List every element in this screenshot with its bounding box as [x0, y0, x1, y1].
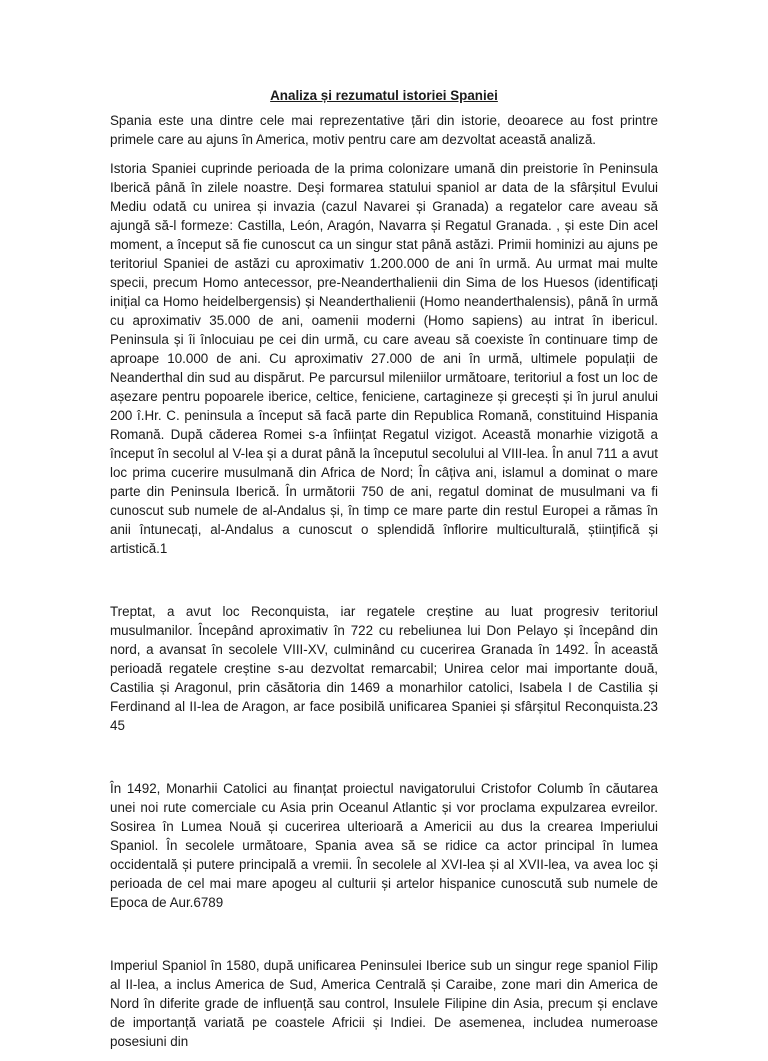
paragraph-intro: Spania este una dintre cele mai reprezentative țări din istorie, deoarece au fost printre primele care au ajuns în America, motiv pentru care am dezvoltat această analiză.	[110, 113, 658, 147]
document-title: Analiza și rezumatul istoriei Spaniei	[270, 88, 498, 103]
paragraph-empire: Imperiul Spaniol în 1580, după unificarea Peninsulei Iberice sub un singur rege spaniol Filip al II-lea, a inclus America de Sud, America Centrală și Caraibe, zone mari din America de Nord în diferite grade de influență sau control, Insulele Filipine din Asia, precum și enclave de importanță variată pe coastele Africii și Indiei. De asemenea, includea numeroase posesiuni din	[110, 958, 658, 1049]
document-body	[110, 86, 658, 1061]
paragraph-reconquista: Treptat, a avut loc Reconquista, iar regatele creștine au luat progresiv teritoriul musulmanilor. Începând aproximativ în 722 cu rebeliunea lui Don Pelayo și începând din nord, a avansat în secolele VIII-XV, culminând cu cucerirea Granada în 1492. În această perioadă regatele creștine s-au dezvoltat remarcabil; Unirea celor mai importante două, Castilia și Aragonul, prin căsătoria din 1469 a monarhilor catolici, Isabela I de Castilia și Ferdinand al II-lea de Aragon, ar face posibilă unificarea Spaniei și sfârșitul Reconquista.23 45	[110, 604, 658, 733]
paragraph-history: Istoria Spaniei cuprinde perioada de la prima colonizare umană din preistorie în Peninsula Iberică până în zilele noastre. Deși formarea statului spaniol ar data de la sfârșitul Evului Mediu odată cu unirea și invazia (cazul Navarei și Granada) a regatelor care aveau să ajungă să-l formeze: Castilla, León, Aragón, Navarra și Regatul Granada. , și este Din acel moment, a început să fie cunoscut ca un singur stat până astăzi. Primii hominizi au ajuns pe teritoriul Spaniei de astăzi cu aproximativ 1.200.000 de ani în urmă. Au urmat mai multe specii, precum Homo antecessor, pre-Neanderthalienii din Sima de los Huesos (identificați inițial ca Homo heidelbergensis) și Neanderthalienii (Homo neanderthalensis), până în urmă cu aproximativ 35.000 de ani, oamenii moderni (Homo sapiens) au intrat în ibericul. Peninsula și îi înlocuiau pe cei din urmă, cu care aveau să coexiste în continuare timp de aproape 10.000 de ani. Cu aproximativ 27.000 de ani în urmă, ultimele populații de Neanderthal din sud au dispărut. Pe parcursul mileniilor următoare, teritoriul a fost un loc de așezare pentru popoarele iberice, celtice, feniciene, cartagineze și grecești și în jurul anului 200 î.Hr. C. peninsula a început să facă parte din Republica Romană, constituind Hispania Romană. După căderea Romei s-a înființat Regatul vizigot. Această monarhie vizigotă a început în secolul al V-lea și a durat până la începutul secolului al VIII-lea. În anul 711 a avut loc prima cucerire musulmană din Africa de Nord; În câțiva ani, islamul a dominat o mare parte din Peninsula Iberică. În următorii 750 de ani, regatul dominat de musulmani va fi cunoscut sub numele de al-Andalus și, în timp ce mare parte din restul Europei a rămas în anii întunecați, al-Andalus a cunoscut o splendidă înflorire multiculturală, științifică și artistică.1	[110, 161, 658, 556]
paragraph-columbus: În 1492, Monarhii Catolici au finanțat proiectul navigatorului Cristofor Columb în căutarea unei noi rute comerciale cu Asia prin Oceanul Atlantic și vor proclama expulzarea evreilor. Sosirea în Lumea Nouă și cucerirea ulterioară a Americii au dus la crearea Imperiului Spaniol. În secolele următoare, Spania avea să se ridice ca actor principal în lumea occidentală și putere principală a vremii. În secolele al XVI-lea și al XVII-lea, va avea loc și perioada de cel mai mare apogeu al culturii și artelor hispanice cunoscută sub numele de Epoca de Aur.6789	[110, 781, 658, 910]
